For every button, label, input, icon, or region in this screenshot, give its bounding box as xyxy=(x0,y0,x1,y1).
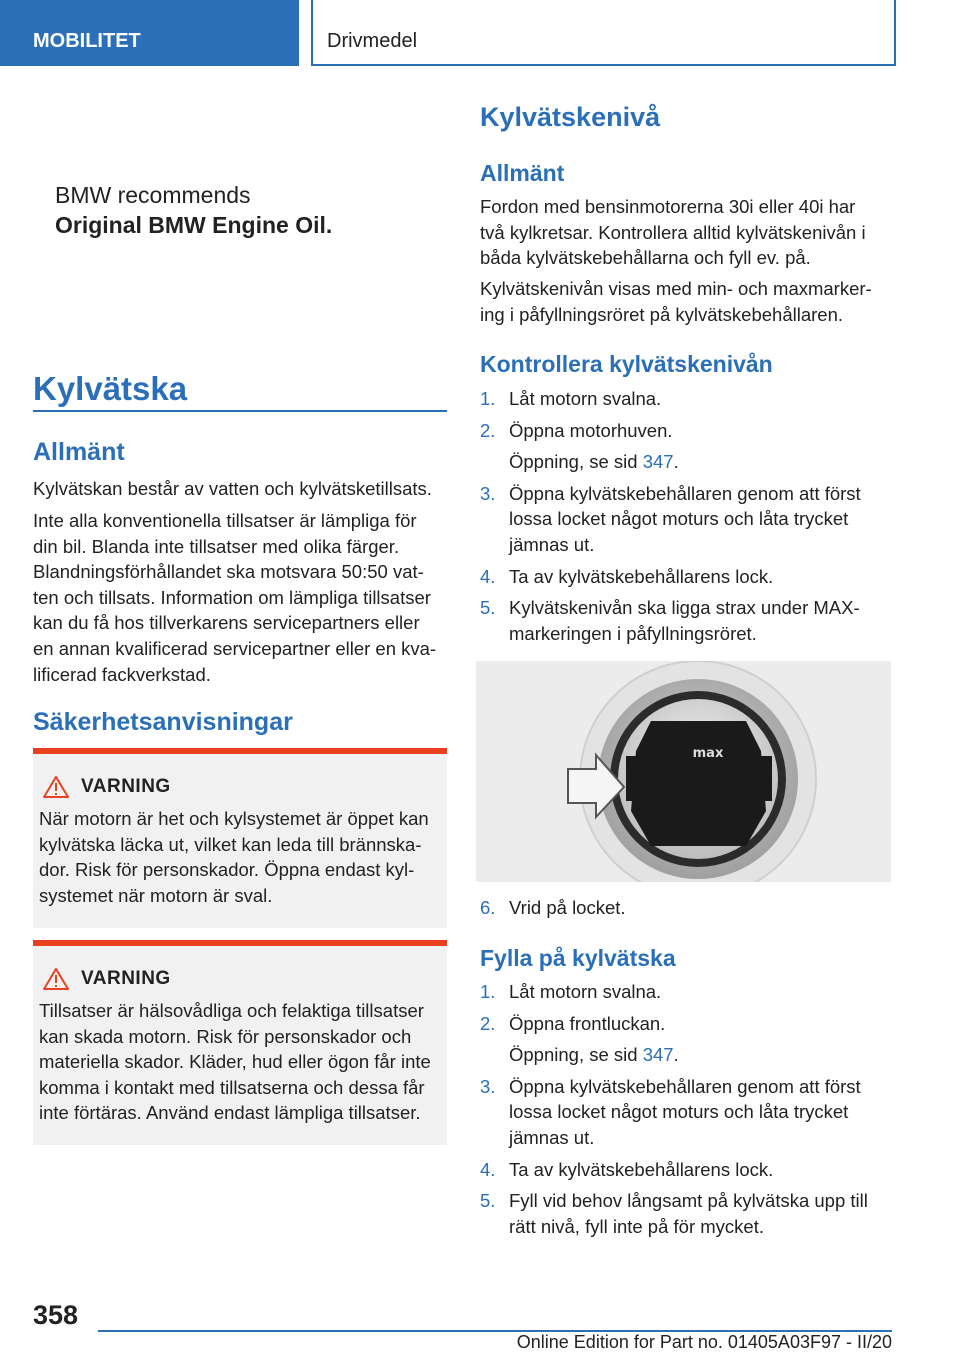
coolant-filler-photo xyxy=(476,661,891,882)
kylvatska-heading: Kylvätska xyxy=(33,370,188,407)
right-paragraph-1: Fordon med bensinmotorerna 30i eller 40i har två kylkretsar. Kontrollera alltid kylvätskenivån i båda kylvätskebehållarna och fyll ev. på. xyxy=(480,196,866,269)
list-item: 2. Öppna frontluckan. Öppning, se sid 347. xyxy=(480,1012,679,1066)
oil-logo-line1: BMW recommends xyxy=(55,182,251,208)
warning-box-2 xyxy=(33,940,447,1145)
page-ref-link[interactable]: 347 xyxy=(642,1044,674,1066)
warning-text-2: Tillsatser är hälsovådliga och felaktiga tillsatser kan skada motorn. Risk för personskador och materiella skador. Kläder, hud eller ögon får inte komma i kontakt med tillsatserna och dessa får inte förtäras. Använd endast lämpliga tillsatser. xyxy=(39,1000,431,1124)
warning-label: VARNING xyxy=(81,968,171,989)
safety-heading: Säkerhetsanvisningar xyxy=(33,708,293,736)
warning-box-1 xyxy=(33,748,447,928)
page-ref-link[interactable]: 347 xyxy=(642,451,674,473)
warning-triangle-icon xyxy=(43,968,69,990)
list-item: 4. Ta av kylvätskebehållarens lock. xyxy=(480,565,774,587)
step-6-list xyxy=(480,895,892,927)
left-paragraph-1: Kylvätskan består av vatten och kylvätsketillsats. xyxy=(33,478,432,499)
list-item: 6. Vrid på locket. xyxy=(480,897,626,918)
page-number: 358 xyxy=(33,1300,79,1330)
list-item: 1. Låt motorn svalna. xyxy=(480,388,662,409)
allmant-heading-right: Allmänt xyxy=(480,160,565,186)
chapter-title: Drivmedel xyxy=(311,0,896,66)
list-item: 3. Öppna kylvätskebehållaren genom att först lossa locket något moturs och låta trycket jämnas ut. xyxy=(480,1075,861,1148)
warning-triangle-icon xyxy=(43,776,69,798)
edition-text: Online Edition for Part no. 01405A03F97 - II/20 xyxy=(516,1332,892,1352)
list-item: 1. Låt motorn svalna. xyxy=(480,981,662,1002)
max-mark-label: max xyxy=(692,746,724,761)
left-paragraph-2: Inte alla konventionella tillsatser är lämpliga för din bil. Blanda inte tillsatser med olika färger. Blandningsförhållandet ska motsvara 50:50 vat- ten och tillsats. Information om lämpliga tillsatser kan du få hos tillverkarens servicepartners eller en annan kvalificerad servicepartner eller en kva- lificerad fackverkstad. xyxy=(33,510,437,685)
check-steps-list xyxy=(480,386,892,652)
kylvatskeniva-heading: Kylvätskenivå xyxy=(480,102,661,132)
list-item: 4. Ta av kylvätskebehållarens lock. xyxy=(480,1158,774,1180)
list-item: 5. Kylvätskenivån ska ligga strax under MAX- markeringen i påfyllningsröret. xyxy=(480,597,860,644)
warning-text-1: När motorn är het och kylsystemet är öppet kan kylvätska läcka ut, vilket kan leda till brännska- dor. Risk för personskador. Öppna endast kyl- systemet när motorn är sval. xyxy=(39,808,429,906)
list-item: 2. Öppna motorhuven. Öppning, se sid 347. xyxy=(480,419,679,473)
list-item: 5. Fyll vid behov långsamt på kylvätska upp till rätt nivå, fyll inte på för mycket. xyxy=(480,1190,868,1237)
warning-label: VARNING xyxy=(81,776,171,797)
check-level-heading: Kontrollera kylvätskenivån xyxy=(480,351,773,377)
right-paragraph-2: Kylvätskenivån visas med min- och maxmarker- ing i påfyllningsröret på kylvätskebehållaren. xyxy=(480,278,872,325)
heading-rule xyxy=(33,410,447,412)
fill-coolant-heading: Fylla på kylvätska xyxy=(480,945,676,971)
oil-logo-line2: Original BMW Engine Oil. xyxy=(55,212,333,238)
list-item: 3. Öppna kylvätskebehållaren genom att först lossa locket något moturs och låta trycket jämnas ut. xyxy=(480,482,861,555)
fill-steps-list xyxy=(480,979,892,1245)
section-tab[interactable]: MOBILITET xyxy=(0,0,299,66)
allmant-heading-left: Allmänt xyxy=(33,438,125,466)
bmw-oil-logo xyxy=(55,182,332,239)
filler-neck-illustration xyxy=(476,661,891,882)
page-header xyxy=(0,0,960,66)
